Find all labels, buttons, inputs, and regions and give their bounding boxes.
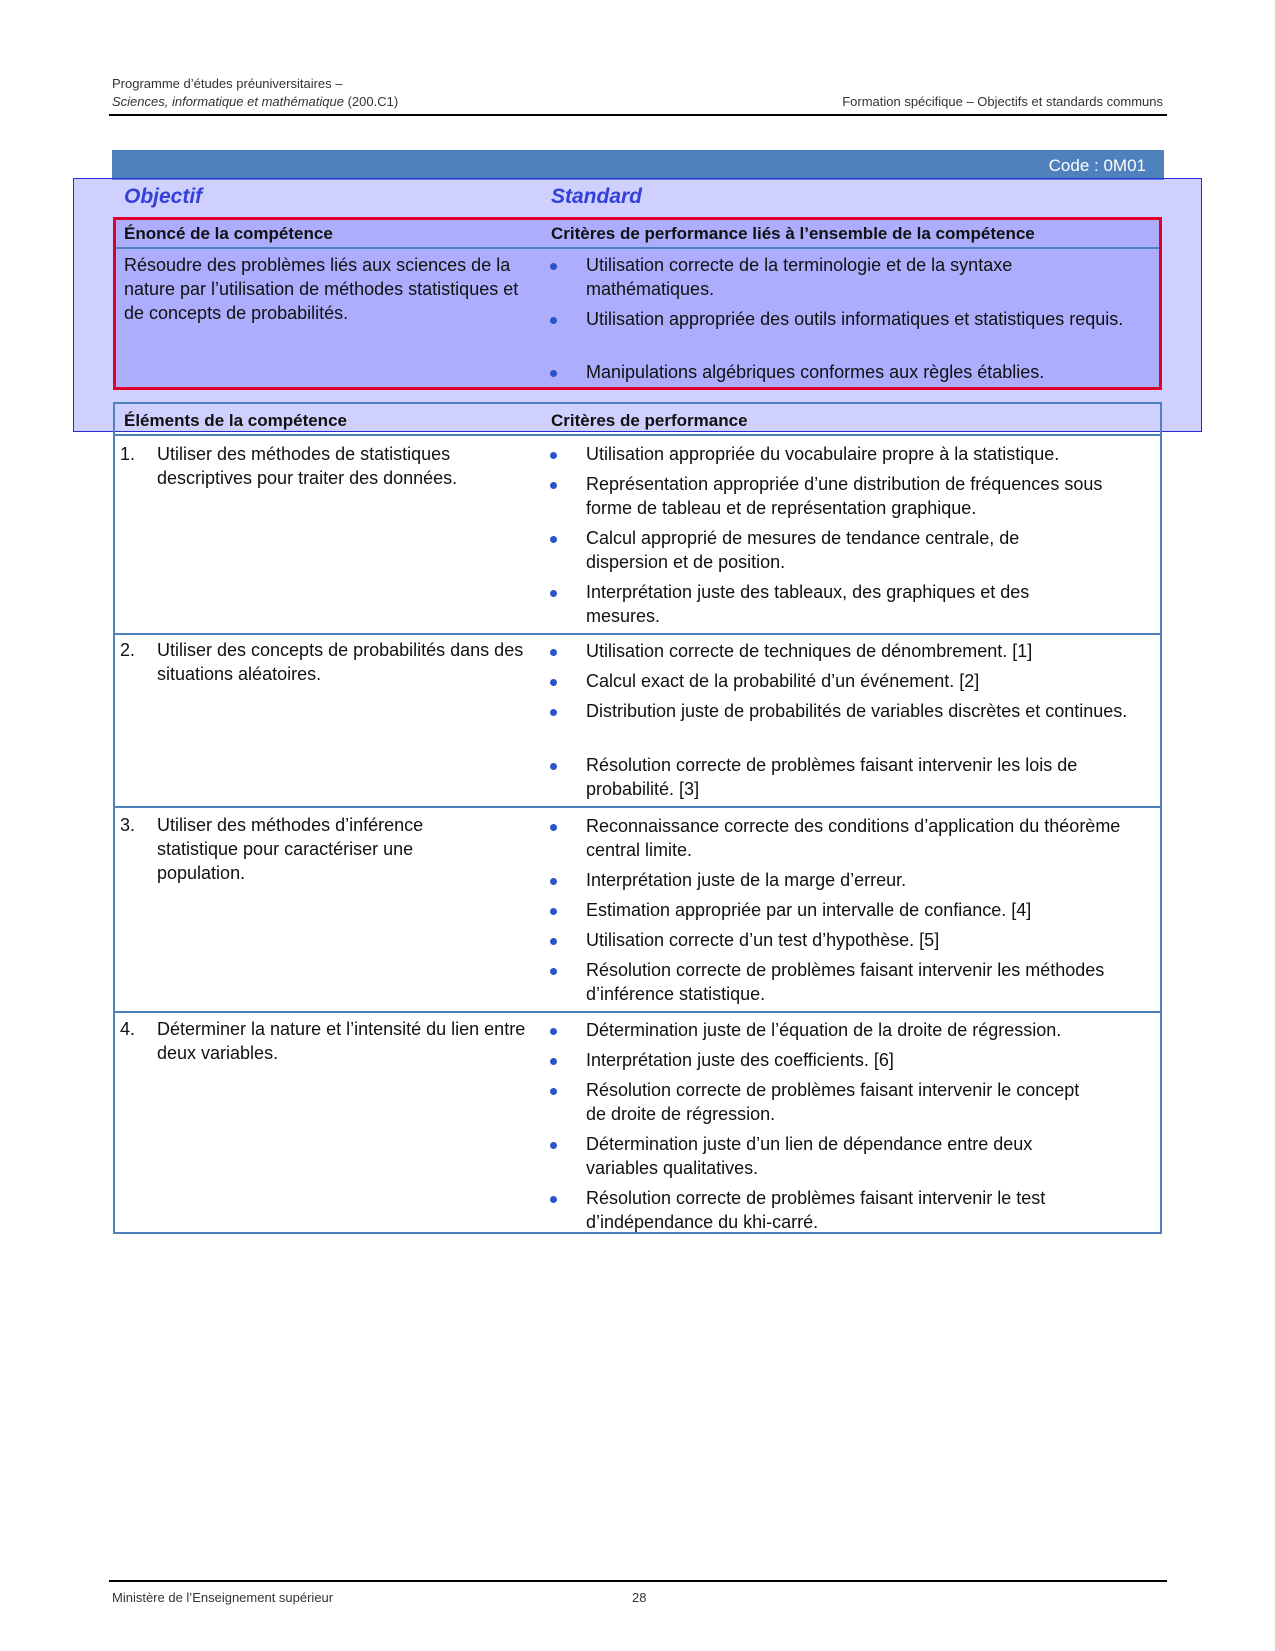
bullet-icon <box>550 263 557 270</box>
bullet-icon <box>550 968 557 975</box>
criterion: Résolution correcte de problèmes faisant intervenir les méthodes d’inférence statistique. <box>586 960 1105 1004</box>
objectif-title: Objectif <box>124 185 203 208</box>
page-number: 28 <box>632 1590 647 1605</box>
header-rule <box>109 114 1167 116</box>
enonce-text: Résoudre des problèmes liés aux sciences de la nature par l’utilisation de méthodes statistiques et de concepts de probabilités. <box>124 255 519 323</box>
criterion: Utilisation correcte d’un test d’hypothèse. [5] <box>586 930 940 950</box>
bullet-icon <box>550 824 557 831</box>
elements-criteria-header: Critères de performance <box>551 411 748 430</box>
element-text: Utiliser des concepts de probabilités dans des situations aléatoires. <box>157 640 524 684</box>
element-number: 3. <box>120 815 136 835</box>
row-divider <box>115 633 1160 635</box>
criterion: Interprétation juste de la marge d’erreur. <box>586 870 907 890</box>
elements-header: Éléments de la compétence <box>124 411 347 430</box>
criterion: Résolution correcte de problèmes faisant intervenir le test d’indépendance du khi-carré. <box>586 1188 1046 1232</box>
criterion: Estimation appropriée par un intervalle de confiance. [4] <box>586 900 1032 920</box>
code-banner <box>112 150 1164 180</box>
bullet-icon <box>550 482 557 489</box>
criterion: Résolution correcte de problèmes faisant intervenir les lois de probabilité. [3] <box>586 755 1078 799</box>
bullet-icon <box>550 763 557 770</box>
element-number: 4. <box>120 1019 136 1039</box>
row-divider <box>115 806 1160 808</box>
header-program-title: Sciences, informatique et mathématique <box>112 94 344 109</box>
bullet-icon <box>550 1028 557 1035</box>
criterion: Utilisation appropriée du vocabulaire propre à la statistique. <box>586 444 1060 464</box>
bullet-icon <box>550 370 557 377</box>
bullet-icon <box>550 317 557 324</box>
criterion: Interprétation juste des tableaux, des graphiques et des mesures. <box>586 582 1030 626</box>
element-text: Déterminer la nature et l’intensité du lien entre deux variables. <box>157 1019 526 1063</box>
footer-ministry: Ministère de l’Enseignement supérieur <box>112 1590 334 1605</box>
row-divider <box>115 1011 1160 1013</box>
competency-code: Code : 0M01 <box>1048 156 1146 175</box>
element-number: 2. <box>120 640 136 660</box>
criterion: Détermination juste de l’équation de la droite de régression. <box>586 1020 1062 1040</box>
bullet-icon <box>550 1196 557 1203</box>
header-program-line: Programme d’études préuniversitaires – <box>112 76 343 91</box>
enonce-criterion: Utilisation appropriée des outils informatiques et statistiques requis. <box>586 309 1124 329</box>
footer-rule <box>109 1580 1167 1582</box>
bullet-icon <box>550 878 557 885</box>
criterion: Calcul exact de la probabilité d’un événement. [2] <box>586 671 980 691</box>
enonce-header-rule <box>116 247 1159 249</box>
standard-title: Standard <box>551 185 643 208</box>
bullet-icon <box>550 1058 557 1065</box>
bullet-icon <box>550 679 557 686</box>
header-program-code: (200.C1) <box>343 94 399 109</box>
bullet-icon <box>550 938 557 945</box>
criterion: Représentation appropriée d’une distribution de fréquences sous forme de tableau et de représentation graphique. <box>586 474 1103 518</box>
enonce-header: Énoncé de la compétence <box>124 224 333 243</box>
bullet-icon <box>550 908 557 915</box>
element-text: Utiliser des méthodes de statistiques descriptives pour traiter des données. <box>157 444 458 488</box>
criterion: Résolution correcte de problèmes faisant intervenir le concept de droite de régression. <box>586 1080 1080 1124</box>
element-text: Utiliser des méthodes d’inférence statistique pour caractériser une population. <box>157 815 424 883</box>
enonce-criterion: Utilisation correcte de la terminologie et de la syntaxe mathématiques. <box>586 255 1013 299</box>
bullet-icon <box>550 590 557 597</box>
bullet-icon <box>550 709 557 716</box>
criterion: Calcul approprié de mesures de tendance centrale, de dispersion et de position. <box>586 528 1020 572</box>
bullet-icon <box>550 536 557 543</box>
element-number: 1. <box>120 444 136 464</box>
criterion: Utilisation correcte de techniques de dénombrement. [1] <box>586 641 1033 661</box>
header-program-name <box>112 94 398 109</box>
bullet-icon <box>550 1088 557 1095</box>
criterion: Détermination juste d’un lien de dépendance entre deux variables qualitatives. <box>586 1134 1033 1178</box>
criterion: Interprétation juste des coefficients. [6] <box>586 1050 894 1070</box>
criterion: Reconnaissance correcte des conditions d’application du théorème central limite. <box>586 816 1121 860</box>
enonce-criteria-header: Critères de performance liés à l’ensemble de la compétence <box>551 224 1035 243</box>
enonce-criterion: Manipulations algébriques conformes aux règles établies. <box>586 362 1045 382</box>
criterion: Distribution juste de probabilités de variables discrètes et continues. <box>586 701 1128 721</box>
bullet-icon <box>550 649 557 656</box>
bullet-icon <box>550 1142 557 1149</box>
elements-header-rule <box>115 434 1160 436</box>
header-section-title: Formation spécifique – Objectifs et standards communs <box>842 94 1163 109</box>
bullet-icon <box>550 452 557 459</box>
